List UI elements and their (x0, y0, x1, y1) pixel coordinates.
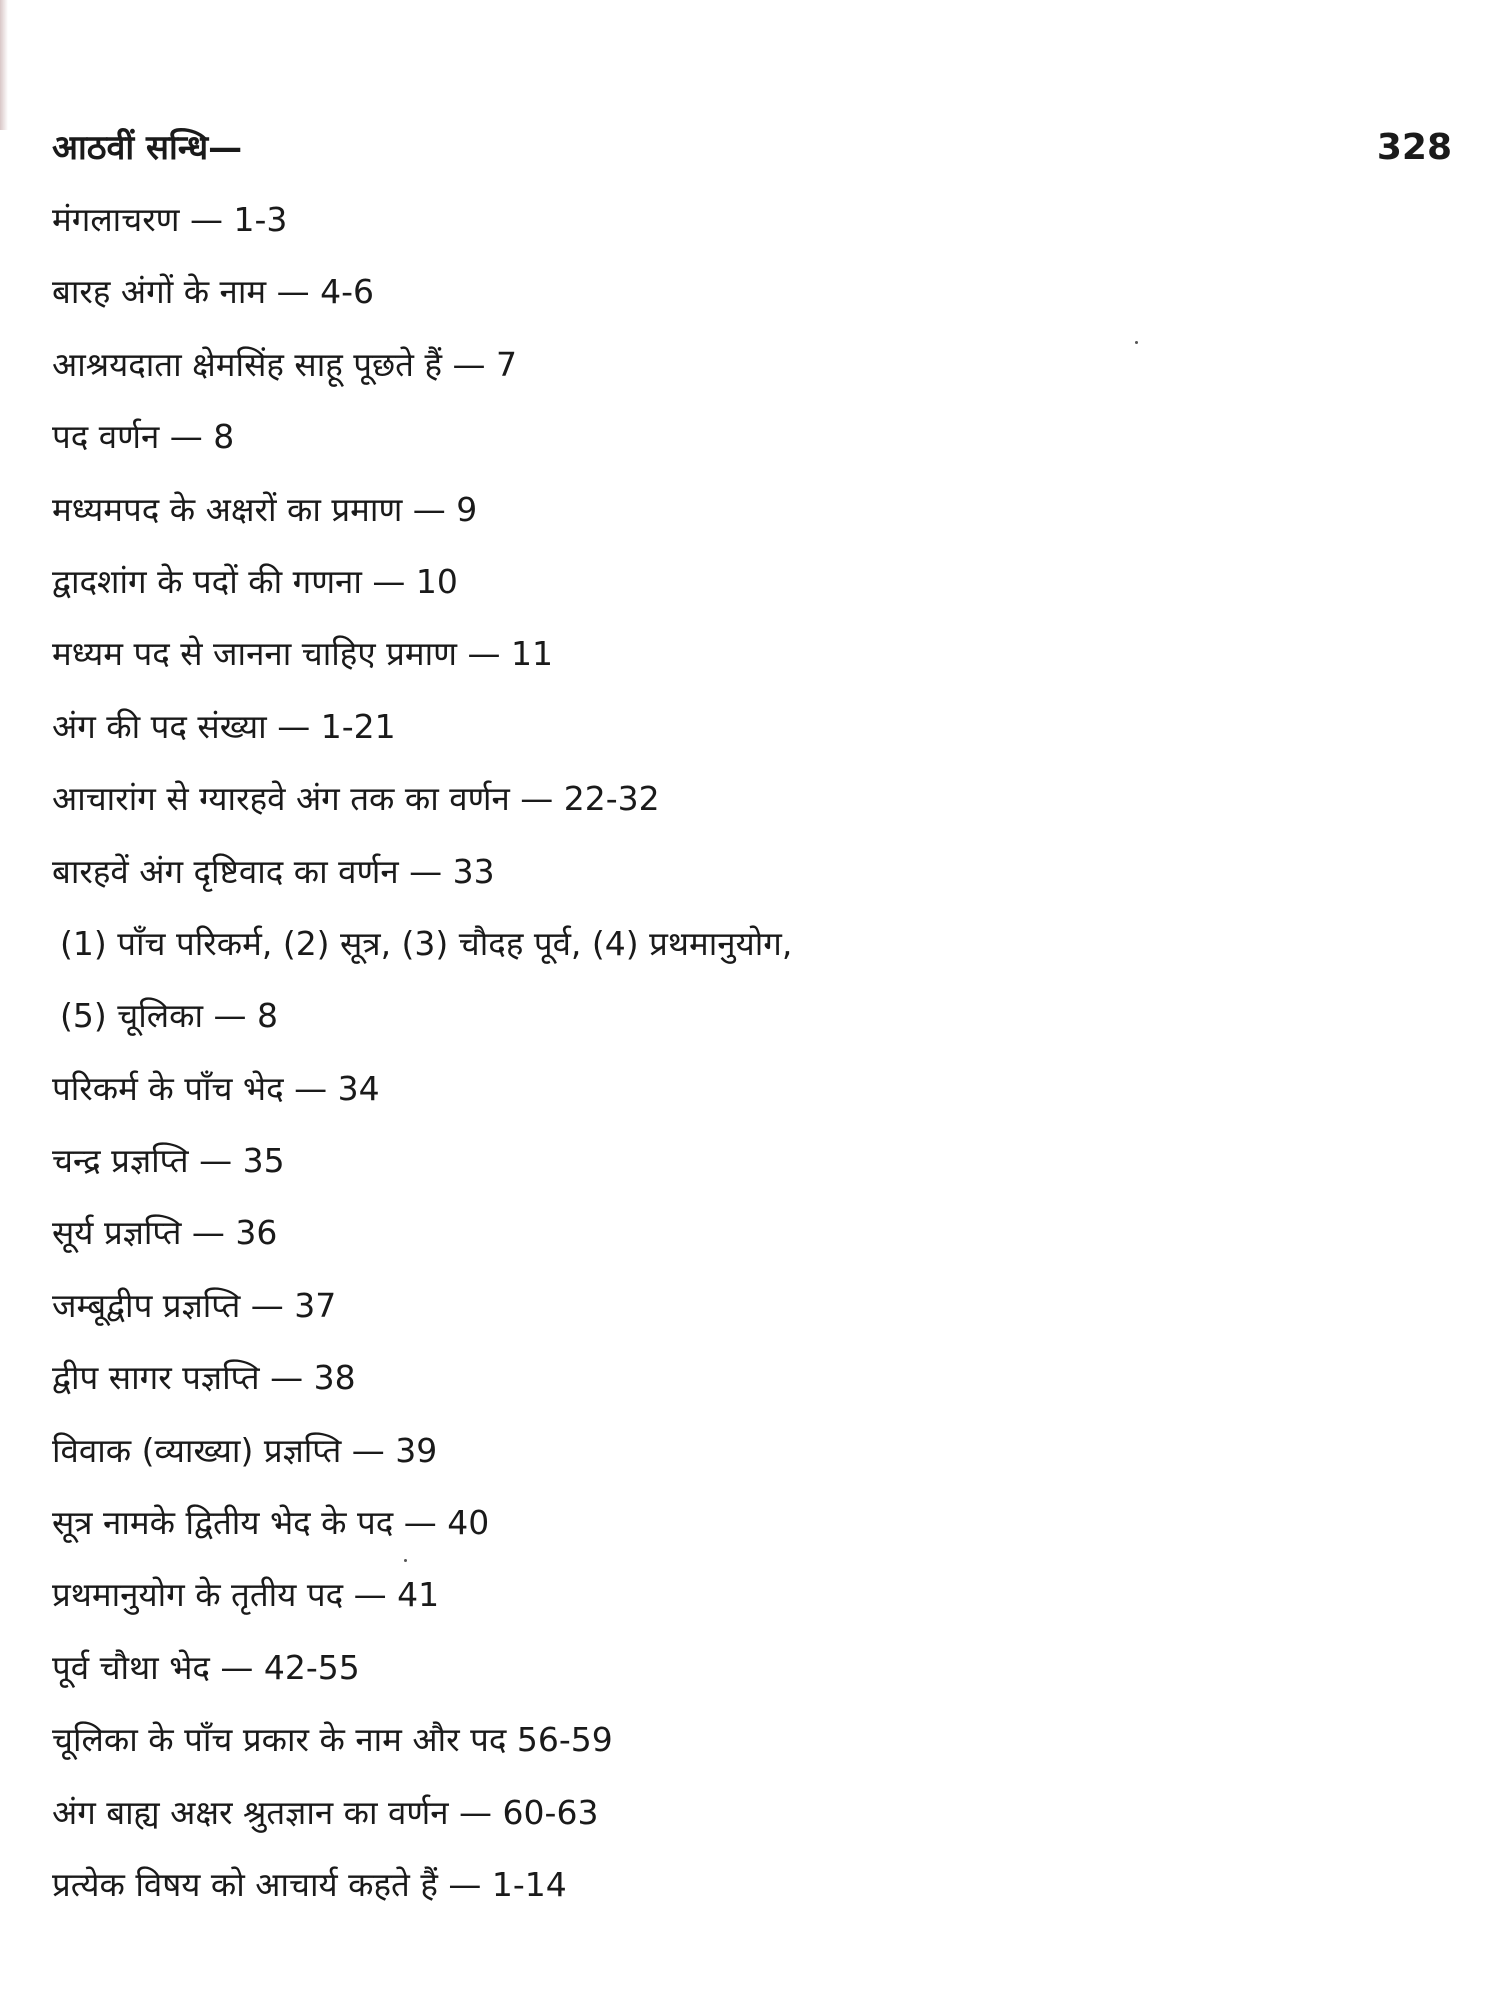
page-number: 328 (1376, 127, 1452, 168)
contents-entry: चन्द्र प्रज्ञप्ति — 35 (52, 1141, 285, 1181)
contents-entry: प्रत्येक विषय को आचार्य कहते हैं — 1-14 (52, 1864, 567, 1904)
contents-entry: मंगलाचरण — 1-3 (52, 200, 288, 239)
contents-entry: सूत्र नामके द्वितीय भेद के पद — 40 (52, 1503, 490, 1543)
contents-entry: द्वीप सागर पज्ञप्ति — 38 (52, 1358, 356, 1398)
contents-entry: मध्यम पद से जानना चाहिए प्रमाण — 11 (52, 634, 553, 674)
contents-entry: चूलिका के पाँच प्रकार के नाम और पद 56-59 (52, 1720, 613, 1760)
contents-entry: विवाक (व्याख्या) प्रज्ञप्ति — 39 (52, 1430, 438, 1470)
contents-entry-subdivision: (5) चूलिका — 8 (60, 996, 278, 1036)
contents-entry: बारह अंगों के नाम — 4-6 (52, 272, 375, 312)
contents-entry: द्वादशांग के पदों की गणना — 10 (52, 561, 458, 601)
contents-entry: जम्बूद्वीप प्रज्ञप्ति — 37 (52, 1285, 337, 1325)
scan-speck (1135, 341, 1138, 344)
contents-entry: आचारांग से ग्यारहवे अंग तक का वर्णन — 22-32 (52, 779, 660, 819)
contents-entry: परिकर्म के पाँच भेद — 34 (52, 1068, 380, 1108)
contents-entry: सूर्य प्रज्ञप्ति — 36 (52, 1213, 278, 1253)
contents-entry: प्रथमानुयोग के तृतीय पद — 41 (52, 1575, 440, 1615)
contents-entry: आश्रयदाता क्षेमसिंह साहू पूछते हैं — 7 (52, 344, 517, 384)
scan-speck (404, 1559, 407, 1562)
contents-entry: पद वर्णन — 8 (52, 417, 235, 457)
page-header (52, 118, 1452, 178)
contents-entry: पूर्व चौथा भेद — 42-55 (52, 1647, 360, 1687)
contents-entry: अंग की पद संख्या — 1-21 (52, 706, 396, 746)
section-title: आठवीं सन्धि— (52, 128, 243, 168)
contents-entry-subdivision: (1) पाँच परिकर्म, (2) सूत्र, (3) चौदह पूर्व, (4) प्रथमानुयोग, (60, 923, 793, 963)
contents-entry: अंग बाह्य अक्षर श्रुतज्ञान का वर्णन — 60-63 (52, 1792, 599, 1832)
contents-list (52, 190, 1452, 1927)
contents-entry: बारहवें अंग दृष्टिवाद का वर्णन — 33 (52, 851, 495, 891)
scan-edge-mark (0, 0, 8, 130)
contents-entry: मध्यमपद के अक्षरों का प्रमाण — 9 (52, 489, 478, 529)
